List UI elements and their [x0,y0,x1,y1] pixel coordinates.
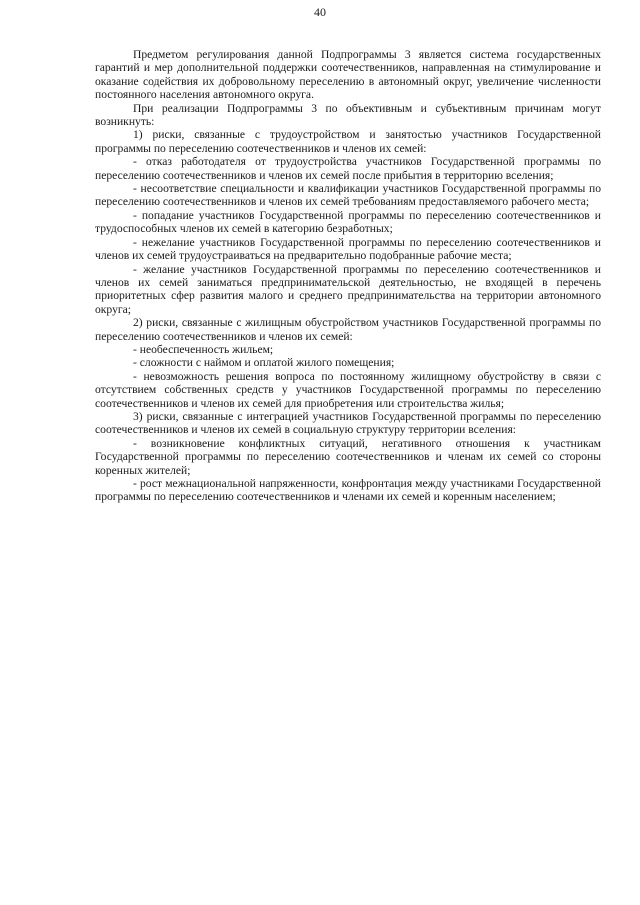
risk-group-housing: 2) риски, связанные с жилищным обустройством участников Государственной программы по переселению соотечественников и членов их семей: [95,316,601,343]
risk-item: - рост межнациональной напряженности, конфронтация между участниками Государственной программы по переселению соотечественников и членами их семей и коренным населением; [95,477,601,504]
risk-item: - сложности с наймом и оплатой жилого помещения; [133,356,395,370]
paragraph-intro: Предметом регулирования данной Подпрограммы 3 является система государственных гарантий и мер дополнительной поддержки соотечественников, направленная на стимулирование и оказание содействия их добровольному переселению в автономный округ, увеличение численности постоянного населения автономного округа. [95,48,601,102]
risk-item: - нежелание участников Государственной программы по переселению соотечественников и членов их семей трудоустраиваться на предварительно подобранные рабочие места; [95,235,601,263]
risk-item: - желание участников Государственной программы по переселению соотечественников и членов их семей заниматься предпринимательской деятельностью, не входящей в перечень приоритетных сфер развития малого и среднего предпринимательства на территории автономного округа; [95,262,601,316]
risk-item: - возникновение конфликтных ситуаций, негативного отношения к участникам Государственной программы по переселению соотечественников и членам их семей со стороны коренных жителей; [95,436,601,477]
risk-group-employment: 1) риски, связанные с трудоустройством и занятостью участников Государственной программы по переселению соотечественников и членов их семей: [95,128,601,155]
paragraph-risks-intro: При реализации Подпрограммы 3 по объективным и субъективным причинам могут возникнуть: [95,101,601,129]
risk-group-integration: 3) риски, связанные с интеграцией участников Государственной программы по переселению соотечественников и членов их семей в социальную структуру территории вселения: [95,409,601,437]
page-number: 40 [314,5,326,19]
risk-item: - необеспеченность жильем; [133,342,274,356]
document-body [95,48,601,504]
risk-item: - попадание участников Государственной программы по переселению соотечественников и трудоспособных членов их семей в категорию безработных; [95,208,601,236]
risk-item: - отказ работодателя от трудоустройства участников Государственной программы по переселению соотечественников и членов их семей после прибытия в территорию вселения; [95,155,601,182]
risk-item: - невозможность решения вопроса по постоянному жилищному обустройству в связи с отсутствием собственных средств у участников Государственной программы по переселению соотечественников и членов их семей для приобретения или строительства жилья; [95,369,601,410]
risk-item: - несоответствие специальности и квалификации участников Государственной программы по переселению соотечественников и членов их семей требованиям предоставляемого рабочего места; [95,182,601,209]
